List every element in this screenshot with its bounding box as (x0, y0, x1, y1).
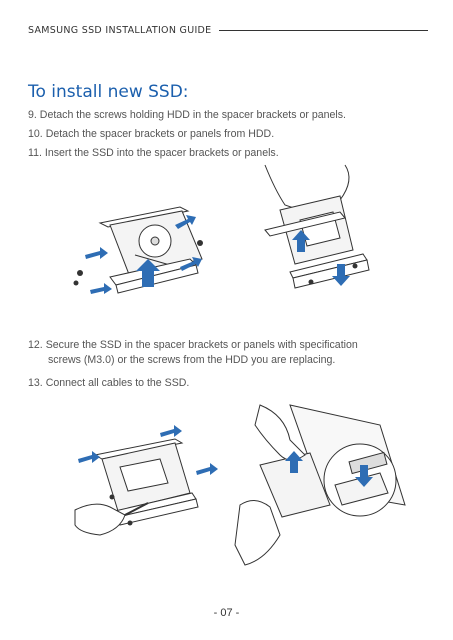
step-13: 13. Connect all cables to the SSD. (28, 377, 190, 389)
section-title: To install new SSD: (28, 82, 189, 102)
header-title: SAMSUNG SSD INSTALLATION GUIDE (28, 24, 212, 36)
insert-ssd-into-brackets-illustration (245, 160, 375, 310)
step-10: 10. Detach the spacer brackets or panels from HDD. (28, 128, 275, 140)
step-12-continued: screws (M3.0) or the screws from the HDD you are replacing. (48, 354, 336, 366)
connect-cables-illustration (230, 395, 410, 570)
step-12: 12. Secure the SSD in the spacer brackets or panels with specification (28, 339, 358, 351)
secure-ssd-with-screws-illustration (70, 415, 220, 545)
detach-hdd-from-brackets-illustration (60, 195, 220, 315)
header-rule (219, 30, 428, 31)
step-11: 11. Insert the SSD into the spacer brackets or panels. (28, 147, 279, 159)
page-header (28, 20, 428, 40)
page-number: - 07 - (213, 607, 240, 619)
step-9: 9. Detach the screws holding HDD in the spacer brackets or panels. (28, 109, 346, 121)
